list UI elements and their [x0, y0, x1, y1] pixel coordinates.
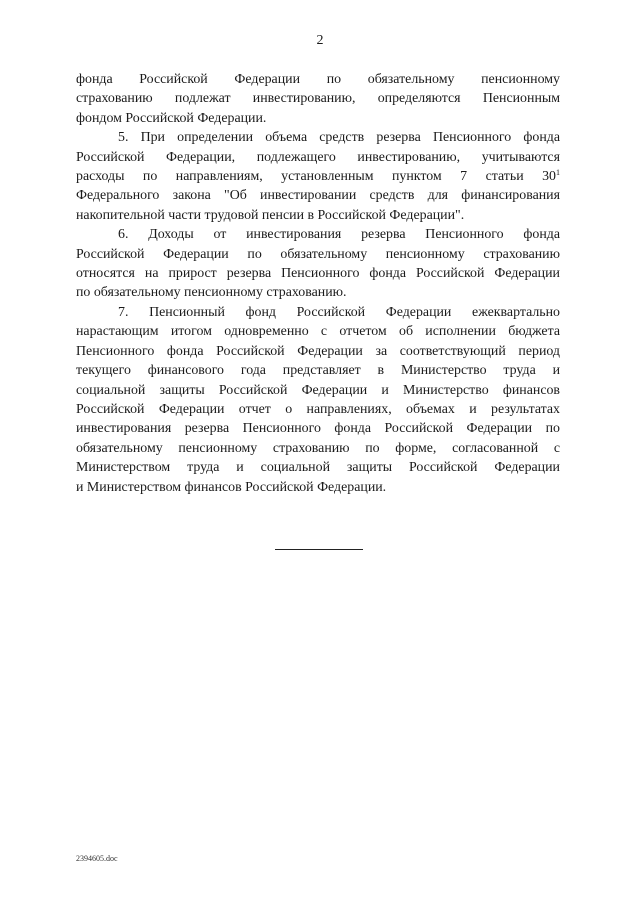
text-line: фондом Российской Федерации.: [76, 110, 267, 126]
text-line: инвестирования резерва Пенсионного фонда Российской Федерации по: [76, 421, 560, 437]
paragraph-6: [76, 225, 560, 303]
text-line: относятся на прирост резерва Пенсионного фонда Российской Федерации: [76, 266, 560, 282]
text-line: страхованию подлежат инвестированию, определяются Пенсионным: [76, 91, 560, 107]
text-line: текущего финансового года представляет в Министерство труда и: [76, 363, 560, 379]
page-number: 2: [316, 33, 324, 48]
text-line: социальной защиты Российской Федерации и Министерство финансов: [76, 382, 560, 398]
text-line: и Министерством финансов Российской Федерации.: [76, 479, 387, 495]
document-body: [76, 70, 560, 497]
text-line: 6. Доходы от инвестирования резерва Пенсионного фонда: [118, 227, 560, 243]
text-line: Российской Федерации отчет о направлениях, объемах и результатах: [76, 401, 560, 417]
paragraph-7: [76, 303, 560, 497]
text-line: нарастающим итогом одновременно с отчетом об исполнении бюджета: [76, 324, 560, 340]
text-line: фонда Российской Федерации по обязательному пенсионному: [76, 72, 560, 87]
text-line: 7. Пенсионный фонд Российской Федерации ежеквартально: [118, 304, 560, 320]
text-line: [76, 167, 560, 186]
text-line: обязательному пенсионному страхованию по форме, согласованной с: [76, 440, 560, 456]
text-line: Российской Федерации по обязательному пенсионному страхованию: [76, 246, 560, 262]
text-line: Министерством труда и социальной защиты Российской Федерации: [76, 460, 560, 476]
superscript: 1: [556, 168, 560, 178]
text-line: накопительной части трудовой пенсии в Российской Федерации".: [76, 207, 465, 223]
text-line: Пенсионного фонда Российской Федерации за соответствующий период: [76, 343, 560, 359]
footer-filename: 2394605.doc: [76, 854, 118, 863]
text-line: 5. При определении объема средств резерва Пенсионного фонда: [118, 130, 560, 146]
text-line-body: расходы по направлениям, установленным пунктом 7 статьи 30: [76, 169, 556, 185]
paragraph-continuation: [76, 70, 560, 128]
text-line: Федерального закона "Об инвестировании средств для финансирования: [76, 188, 560, 204]
end-divider: [275, 549, 363, 550]
text-line: Российской Федерации, подлежащего инвестированию, учитываются: [76, 149, 560, 165]
text-line: по обязательному пенсионному страхованию.: [76, 285, 347, 301]
paragraph-5: [76, 128, 560, 225]
